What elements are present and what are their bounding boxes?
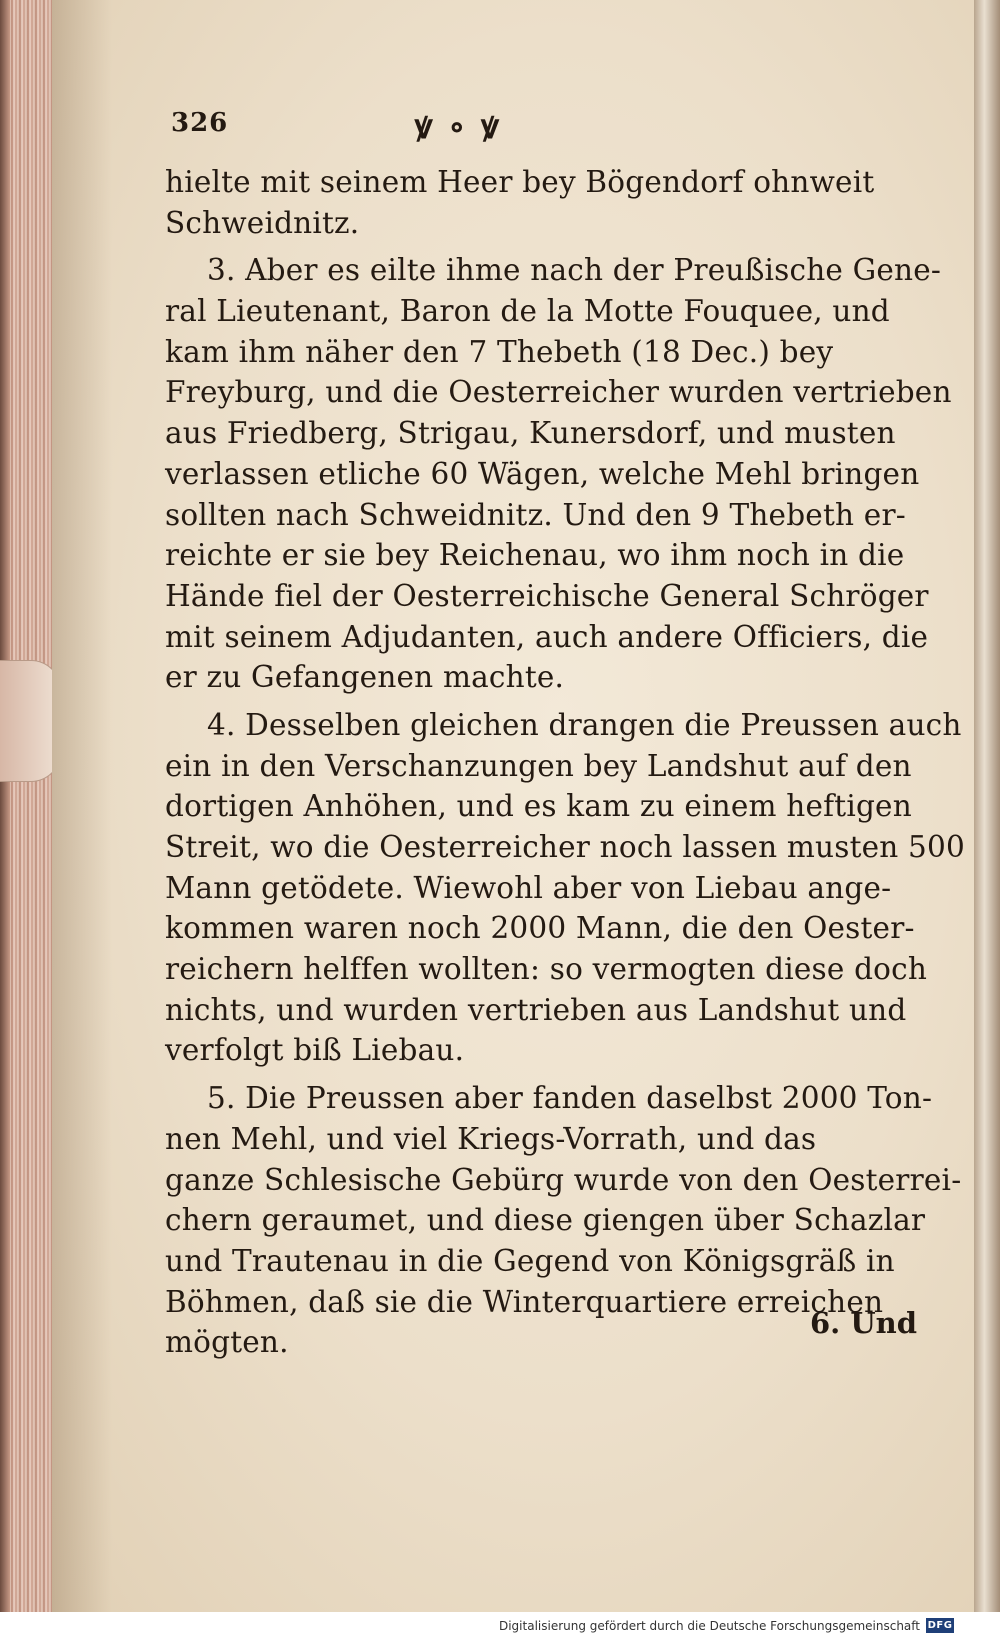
text-line: Böhmen, daß sie die Winterquartiere erreichen [165, 1284, 884, 1319]
text-line: er zu Gefangenen machte. [165, 660, 565, 695]
text-line: dortigen Anhöhen, und es kam zu einem heftigen [165, 789, 912, 824]
text-block [165, 100, 965, 1363]
text-line: 5. Die Preussen aber fanden daselbst 2000 Ton- [207, 1081, 933, 1116]
paragraph [165, 705, 965, 1071]
text-line: Mann getödete. Wiewohl aber von Liebau ange- [165, 870, 892, 905]
text-line: reichte er sie bey Reichenau, wo ihm noch in die [165, 538, 905, 573]
header-ornament: ꝟ ∘ ꝟ [415, 107, 501, 147]
text-line: nichts, und wurden vertrieben aus Landshut und [165, 992, 907, 1027]
text-line: kam ihm näher den 7 Thebeth (18 Dec.) bey [165, 334, 834, 369]
text-line: verfolgt biß Liebau. [165, 1033, 465, 1068]
paragraph [165, 162, 945, 243]
text-line: sollten nach Schweidnitz. Und den 9 Thebeth er- [165, 497, 906, 532]
text-line: Schweidnitz. [165, 205, 360, 240]
book-page-edges [0, 0, 54, 1636]
text-line: 4. Desselben gleichen drangen die Preussen auch [207, 707, 962, 742]
text-line: reichern helffen wollten: so vermogten diese doch [165, 952, 928, 987]
digitization-footer [0, 1612, 1000, 1636]
text-line: chern geraumet, und diese giengen über Schazlar [165, 1203, 926, 1238]
dfg-logo-icon: DFG [927, 1620, 953, 1631]
text-line: kommen waren noch 2000 Mann, die den Oester- [165, 911, 915, 946]
text-line: verlassen etliche 60 Wägen, welche Mehl bringen [165, 456, 920, 491]
book-right-edge [974, 0, 1000, 1636]
funding-credit: Digitalisierung gefördert durch die Deutsche Forschungsgemeinschaft [498, 1619, 920, 1633]
running-header [165, 100, 945, 162]
catchword: 6. Und [810, 1306, 918, 1340]
text-line: Streit, wo die Oesterreicher noch lassen musten 500 [165, 830, 965, 864]
text-line: ral Lieutenant, Baron de la Motte Fouquee, und [165, 294, 890, 329]
text-line: und Trautenau in die Gegend von Königsgräß in [165, 1243, 895, 1278]
text-line: hielte mit seinem Heer bey Bögendorf ohnweit [165, 165, 875, 199]
text-line: aus Friedberg, Strigau, Kunersdorf, und musten [165, 416, 896, 451]
text-line: Hände fiel der Oesterreichische General Schröger [165, 578, 929, 613]
paragraph [165, 250, 952, 698]
text-line: mögten. [165, 1325, 289, 1360]
page-number: 326 [171, 108, 229, 138]
text-line: Freyburg, und die Oesterreicher wurden vertrieben [165, 375, 952, 410]
text-line: nen Mehl, und viel Kriegs-Vorrath, und das [165, 1121, 817, 1156]
text-line: 3. Aber es eilte ihme nach der Preußische Gene- [207, 253, 942, 288]
text-line: ein in den Verschanzungen bey Landshut auf den [165, 748, 912, 783]
text-line: mit seinem Adjudanten, auch andere Officiers, die [165, 619, 929, 654]
text-line: ganze Schlesische Gebürg wurde von den Oesterrei- [165, 1162, 962, 1197]
